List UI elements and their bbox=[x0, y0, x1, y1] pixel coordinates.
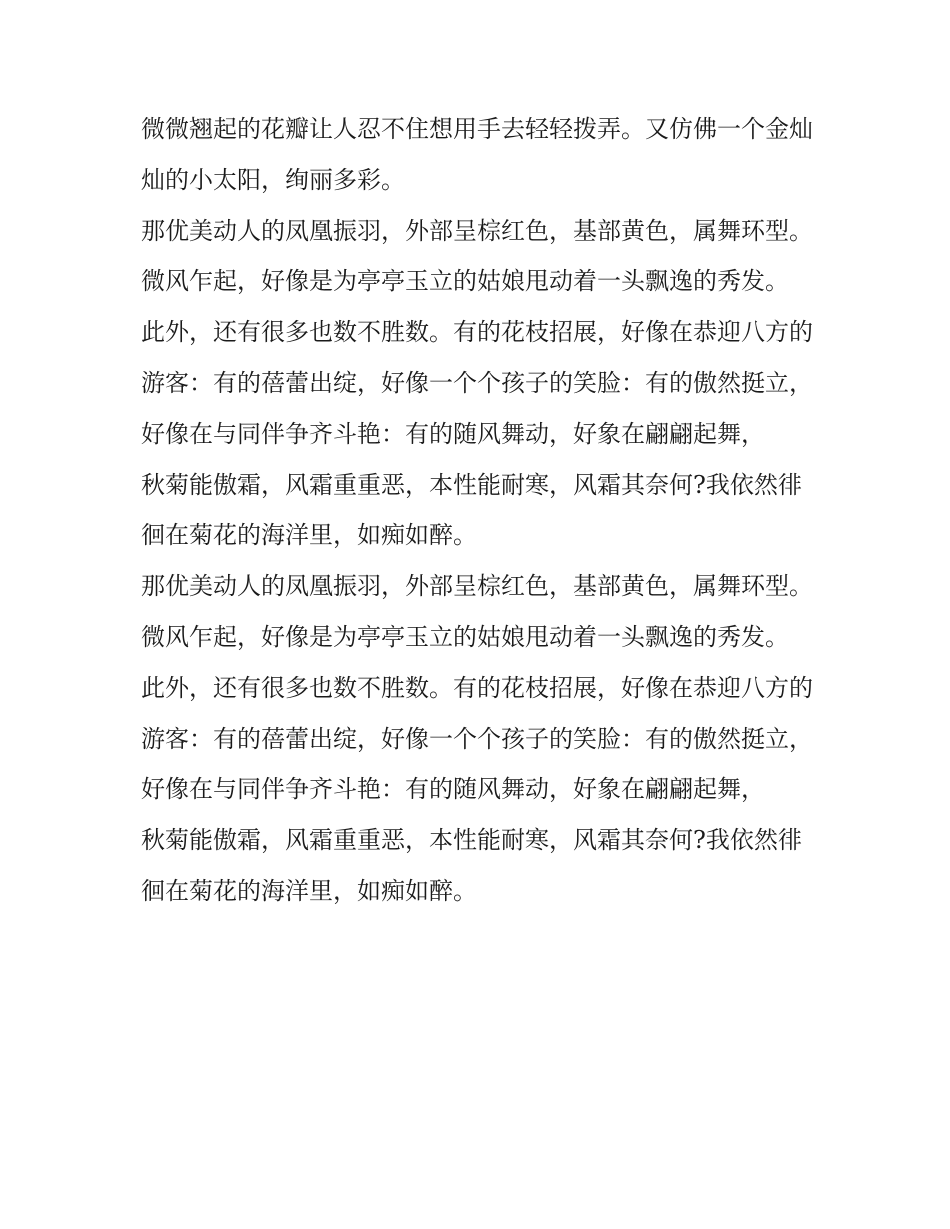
paragraph: 秋菊能傲霜，风霜重重恶，本性能耐寒，风霜其奈何?我依然徘徊在菊花的海洋里，如痴如醉。 bbox=[141, 826, 802, 905]
paragraph: 秋菊能傲霜，风霜重重恶，本性能耐寒，风霜其奈何?我依然徘徊在菊花的海洋里，如痴如醉。 bbox=[141, 470, 802, 550]
paragraph: 此外，还有很多也数不胜数。有的花枝招展，好像在恭迎八方的游客：有的蓓蕾出绽，好像一个个孩子的笑脸：有的傲然挺立，好像在与同伴争齐斗艳：有的随风舞动，好象在翩翩起舞， bbox=[141, 673, 813, 804]
paragraph: 微微翘起的花瓣让人忍不住想用手去轻轻拨弄。又仿佛一个金灿灿的小太阳，绚丽多彩。 bbox=[141, 115, 813, 194]
paragraph: 此外，还有很多也数不胜数。有的花枝招展，好像在恭迎八方的游客：有的蓓蕾出绽，好像一个个孩子的笑脸：有的傲然挺立，好像在与同伴争齐斗艳：有的随风舞动，好象在翩翩起舞， bbox=[141, 318, 813, 448]
paragraph: 那优美动人的凤凰振羽，外部呈棕红色，基部黄色，属舞环型。微风乍起，好像是为亭亭玉立的姑娘甩动着一头飘逸的秀发。 bbox=[141, 216, 813, 296]
paragraph: 那优美动人的凤凰振羽，外部呈棕红色，基部黄色，属舞环型。微风乍起，好像是为亭亭玉立的姑娘甩动着一头飘逸的秀发。 bbox=[141, 572, 813, 651]
document-body bbox=[141, 104, 821, 917]
